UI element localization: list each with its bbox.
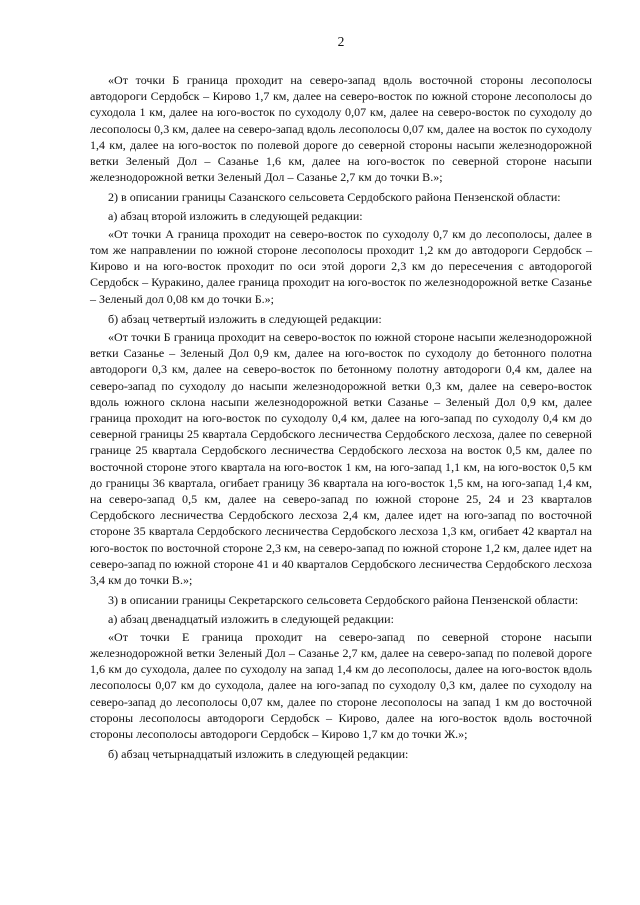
paragraph-subitem-b-fourth: б) абзац четвертый изложить в следующей редакции: — [108, 311, 382, 326]
paragraph-boundary-point-a: «От точки А граница проходит на северо-восток по суходолу 0,7 км до лесополосы, далее в том же направлении по южной стороне лесополосы проходит 1,2 км до автодороги Сердобск – Кирово и на юго-восток проходит по оси этой дороги 2,3 км до пересечения с автодорогой Сердобск – Куракино, далее граница проходит на юго-восток по железнодорожной ветке Сазанье – Зеленый дол 0,08 км до точки Б.»; — [90, 226, 592, 306]
paragraph-item-3-sekretarsky-selsovet: 3) в описании границы Секретарского сельсовета Сердобского района Пензенской области: — [108, 593, 579, 608]
paragraph-boundary-point-b-forest: «От точки Б граница проходит на северо-восток по южной стороне насыпи железнодорожной ветки Сазанье – Зеленый Дол 0,9 км, далее на юго-восток по суходолу до бетонного полотна автодороги 0,3 км, далее на северо-восток по бетонному полотну автодороги 0,4 км, далее на северо-запад по суходолу до насыпи железнодорожной ветки 0,3 км, далее на северо-восток вдоль южного склона насыпи железнодорожной ветки Сазанье – Зеленый Дол 0,9 км, далее граница проходит на юго-восток по суходолу 0,4 км, далее на юго-запад по суходолу 0,4 км до северной границы 25 квартала Сердобского лесничества Сердобского лесхоза, далее по северной границе 25 квартала Сердобского лесничества Сердобского лесхоза на восток 0,5 км, далее по восточной стороне этого квартала на юго-восток 1 км, на юго-запад 1,1 км, на юго-восток 0,5 км до границы 36 квартала, огибает границу 36 квартала на юго-восток 1,5 км, на юго-запад 1,4 км, на северо-запад 0,5 км, далее на северо-запад по южной стороне 25, 24 и 23 кварталов Сердобского лесничества Сердобского лесхоза 2,4 км, далее идет на юго-запад по восточной стороне 35 квартала Сердобского лесничества Сердобского лесхоза 1,3 км, огибает 42 квартал на юго-восток по восточной стороне 2,3 км, на северо-запад по южной стороне 1,2 км, далее идет на северо-запад по южной стороне 41 и 40 кварталов Сердобского лесничества Сердобского лесхоза 3,4 км до точки В.»; — [90, 330, 592, 588]
paragraph-boundary-point-e: «От точки Е граница проходит на северо-запад по северной стороне насыпи железнодорожной ветки Зеленый Дол – Сазанье 2,7 км, далее на северо-запад по полевой дороге 1,6 км до суходола, далее по суходолу на запад 1,4 км до лесополосы, далее на юго-восток вдоль лесополосы 0,07 км до суходола, далее на юго-запад по суходолу 0,3 км, далее по суходолу на северо-запад до лесополосы 0,07 км, далее по стороне лесополосы на запад 1 км до восточной стороны лесополосы автодороги Сердобск – Кирово, далее на юго-восток вдоль восточной стороны лесополосы автодороги Сердобск – Кирово 1,7 км до точки Ж.»; — [90, 629, 592, 741]
paragraph-boundary-point-b-sazanye: «От точки Б граница проходит на северо-запад вдоль восточной стороны лесополосы автодороги Сердобск – Кирово 1,7 км, далее на северо-восток по южной стороне лесополосы до суходола 1 км, далее на юго-восток по суходолу 0,07 км, далее на северо-восток по суходолу до лесополосы 0,3 км, далее на северо-запад вдоль лесополосы 0,07 км, далее на восток по суходолу 1,4 км, далее на юго-восток по полевой дороге до северной стороны насыпи железнодорожной ветки Зеленый Дол – Сазанье 1,6 км, далее на юго-восток по северной стороне насыпи железнодорожной ветки Зеленый Дол – Сазанье 2,7 км до точки В.»; — [90, 73, 592, 185]
page-number: 2 — [337, 34, 345, 49]
paragraph-subitem-a-second: а) абзац второй изложить в следующей редакции: — [108, 208, 363, 223]
paragraph-item-2-sazansky-selsovet: 2) в описании границы Сазанского сельсовета Сердобского района Пензенской области: — [108, 190, 561, 205]
paragraph-subitem-a-twelfth: а) абзац двенадцатый изложить в следующей редакции: — [108, 611, 394, 626]
paragraph-subitem-b-fourteenth: б) абзац четырнадцатый изложить в следующей редакции: — [108, 747, 409, 762]
